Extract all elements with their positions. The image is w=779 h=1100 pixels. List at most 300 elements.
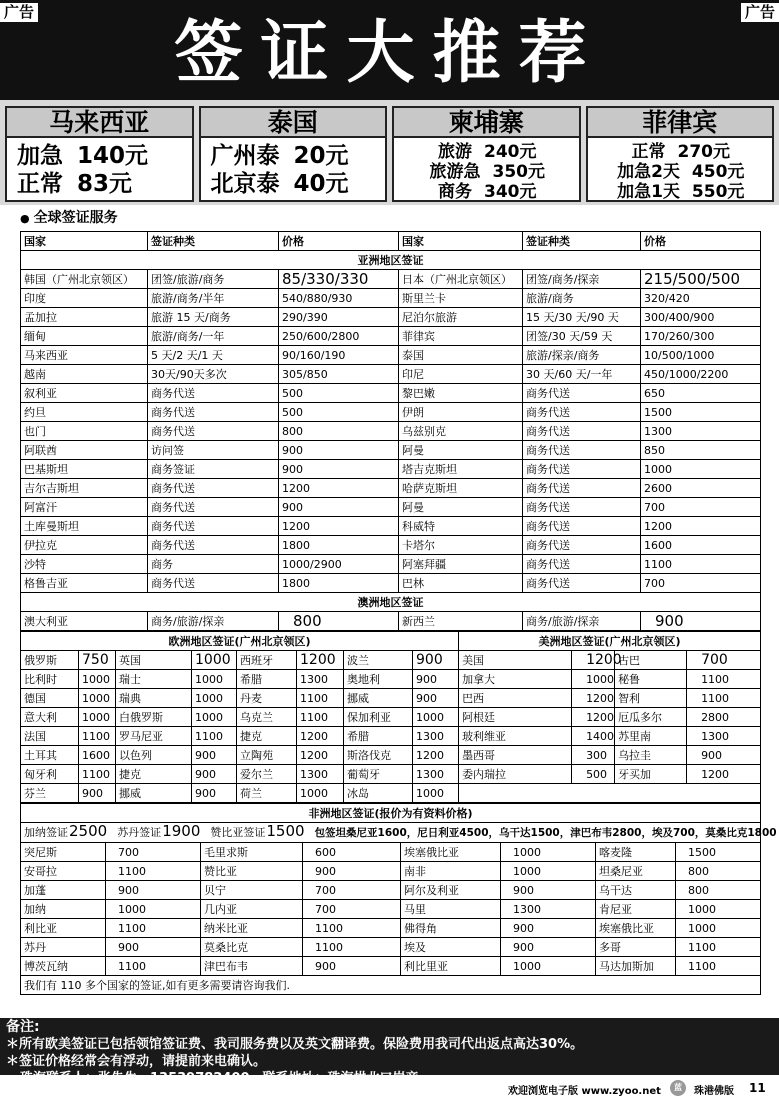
column-header: 国家 — [21, 232, 148, 251]
highlight-b-price: 1900 — [162, 822, 201, 840]
table-cell: 900 — [279, 460, 399, 479]
table-cell: 阿塞拜疆 — [399, 555, 523, 574]
table-cell: 商务代送 — [523, 479, 641, 498]
highlight-b-label: 苏丹签证 — [117, 826, 162, 839]
table-cell: 访问签 — [148, 441, 279, 460]
notes-heading: 备注: — [6, 1019, 40, 1035]
table-cell: 900 — [106, 938, 201, 957]
promo-price: 40元 — [293, 171, 349, 197]
table-cell: 900 — [79, 784, 116, 803]
table-cell: 1200 — [572, 651, 615, 670]
promo-price: 140元 — [77, 143, 149, 169]
table-row — [21, 441, 761, 460]
column-header: 价格 — [279, 232, 399, 251]
table-cell: 苏里南 — [615, 727, 687, 746]
table-cell: 爱尔兰 — [237, 765, 297, 784]
table-cell: 1300 — [641, 422, 761, 441]
table-cell: 1000 — [192, 708, 237, 727]
page-footer — [0, 1078, 779, 1100]
table-cell: 900 — [279, 498, 399, 517]
table-cell: 30 天/60 天/一年 — [523, 365, 641, 384]
promo-type: 旅游 — [438, 142, 472, 162]
table-cell: 坦桑尼亚 — [596, 862, 676, 881]
table-cell: 700 — [687, 651, 761, 670]
table-cell: 1200 — [279, 479, 399, 498]
table-cell: 1100 — [641, 555, 761, 574]
table-cell: 越南 — [21, 365, 148, 384]
table-cell: 305/850 — [279, 365, 399, 384]
page-number: 11 — [749, 1081, 766, 1095]
asia-table — [20, 231, 761, 631]
table-cell: 几内亚 — [201, 900, 303, 919]
table-cell: 商务代送 — [523, 460, 641, 479]
section-row — [21, 593, 761, 612]
table-cell: 阿尔及利亚 — [401, 881, 501, 900]
table-cell: 商务签证 — [148, 460, 279, 479]
table-cell: 500 — [572, 765, 615, 784]
region-title: 美洲地区签证(广州北京领区) — [459, 632, 761, 651]
table-cell: 也门 — [21, 422, 148, 441]
section-title: 全球签证服务 — [33, 210, 118, 226]
table-cell: 1500 — [641, 403, 761, 422]
table-cell: 旅游/探亲/商务 — [523, 346, 641, 365]
table-cell: 2600 — [641, 479, 761, 498]
promo-type: 加急1天 — [617, 182, 680, 202]
table-cell: 1100 — [676, 957, 761, 976]
table-cell: 旅游/商务/一年 — [148, 327, 279, 346]
table-cell: 乌兹别克 — [399, 422, 523, 441]
table-cell: 1200 — [297, 727, 344, 746]
table-row — [21, 270, 761, 289]
table-cell: 尼泊尔旅游 — [399, 308, 523, 327]
table-cell: 立陶苑 — [237, 746, 297, 765]
table-cell: 1000 — [501, 862, 596, 881]
footnote-row — [21, 976, 761, 995]
table-cell: 西班牙 — [237, 651, 297, 670]
table-cell: 意大利 — [21, 708, 79, 727]
promo-type: 加急2天 — [617, 162, 680, 182]
region-title: 澳洲地区签证 — [21, 593, 761, 612]
table-cell: 85/330/330 — [279, 270, 399, 289]
table-cell: 1100 — [297, 689, 344, 708]
table-cell: 商务/旅游/探亲 — [523, 612, 641, 631]
promo-title: 马来西亚 — [7, 108, 192, 138]
table-cell: 团签/30 天/59 天 — [523, 327, 641, 346]
table-cell: 团签/商务/探亲 — [523, 270, 641, 289]
table-cell: 1000/2900 — [279, 555, 399, 574]
table-cell: 阿根廷 — [459, 708, 572, 727]
table-cell: 哈萨克斯坦 — [399, 479, 523, 498]
table-cell: 比利时 — [21, 670, 79, 689]
table-cell: 1300 — [297, 670, 344, 689]
table-row — [21, 862, 761, 881]
promo-price: 83元 — [77, 171, 133, 197]
table-cell: 30天/90天多次 — [148, 365, 279, 384]
table-row — [21, 957, 761, 976]
table-cell: 赞比亚 — [201, 862, 303, 881]
table-cell: 英国 — [116, 651, 192, 670]
visa-tables — [20, 231, 777, 995]
table-row — [21, 384, 761, 403]
table-cell: 商务代送 — [148, 517, 279, 536]
table-cell: 800 — [676, 862, 761, 881]
table-cell: 700 — [303, 900, 401, 919]
table-cell: 1000 — [106, 900, 201, 919]
table-cell: 750 — [79, 651, 116, 670]
table-cell: 900 — [192, 784, 237, 803]
table-row — [21, 327, 761, 346]
table-cell: 1200 — [297, 651, 344, 670]
table-cell: 挪威 — [116, 784, 192, 803]
table-cell: 1300 — [687, 727, 761, 746]
table-row — [21, 346, 761, 365]
table-cell: 1000 — [192, 670, 237, 689]
table-cell: 墨西哥 — [459, 746, 572, 765]
table-cell: 芬兰 — [21, 784, 79, 803]
table-row — [21, 536, 761, 555]
table-cell: 900 — [501, 919, 596, 938]
section-row — [21, 804, 761, 823]
table-cell: 900 — [641, 612, 761, 631]
table-cell: 1300 — [501, 900, 596, 919]
table-row — [21, 479, 761, 498]
table-cell: 葡萄牙 — [344, 765, 413, 784]
africa-table — [20, 803, 777, 995]
table-row — [21, 498, 761, 517]
promo-type: 北京泰 — [210, 171, 280, 197]
promo-title: 柬埔寨 — [394, 108, 579, 138]
promo-box-philippines — [586, 106, 775, 202]
table-row — [21, 574, 761, 593]
table-cell: 1100 — [106, 957, 201, 976]
table-cell: 俄罗斯 — [21, 651, 79, 670]
table-cell: 1800 — [279, 536, 399, 555]
table-cell: 1100 — [687, 689, 761, 708]
notes-panel — [0, 1018, 779, 1086]
region-title: 欧洲地区签证(广州北京领区) — [21, 632, 459, 651]
table-row — [21, 612, 761, 631]
table-cell: 1300 — [297, 765, 344, 784]
footer-website: 欢迎浏览电子版 www.zyoo.net — [508, 1086, 661, 1097]
column-header: 签证种类 — [148, 232, 279, 251]
table-cell: 泰国 — [399, 346, 523, 365]
column-header: 国家 — [399, 232, 523, 251]
table-cell: 1100 — [106, 919, 201, 938]
region-title: 非洲地区签证(报价为有资料价格) — [21, 804, 761, 823]
table-cell: 罗马尼亚 — [116, 727, 192, 746]
table-cell: 450/1000/2200 — [641, 365, 761, 384]
table-cell: 1000 — [641, 460, 761, 479]
table-cell: 商务代送 — [148, 574, 279, 593]
table-cell: 商务 — [148, 555, 279, 574]
table-cell: 印度 — [21, 289, 148, 308]
table-row — [21, 365, 761, 384]
promo-price: 550元 — [691, 182, 745, 202]
table-cell: 菲律宾 — [399, 327, 523, 346]
table-row — [21, 784, 761, 803]
table-cell: 1000 — [79, 670, 116, 689]
table-row — [21, 422, 761, 441]
table-cell: 900 — [413, 670, 459, 689]
table-cell: 商务代送 — [148, 403, 279, 422]
table-cell: 沙特 — [21, 555, 148, 574]
header-banner — [0, 0, 779, 100]
table-cell: 奥地利 — [344, 670, 413, 689]
promo-strip — [0, 100, 779, 205]
table-cell: 巴西 — [459, 689, 572, 708]
table-cell: 900 — [192, 746, 237, 765]
table-row — [21, 843, 761, 862]
table-cell: 保加利亚 — [344, 708, 413, 727]
promo-price: 270元 — [677, 142, 730, 162]
table-cell: 800 — [676, 881, 761, 900]
table-cell: 阿富汗 — [21, 498, 148, 517]
table-cell: 马达加斯加 — [596, 957, 676, 976]
table-cell: 商务代送 — [148, 498, 279, 517]
column-header: 签证种类 — [523, 232, 641, 251]
table-cell: 1000 — [79, 689, 116, 708]
table-cell: 800 — [279, 422, 399, 441]
table-cell: 土库曼斯坦 — [21, 517, 148, 536]
table-footnote: 我们有 110 多个国家的签证,如有更多需要请咨询我们. — [21, 976, 761, 995]
footer-edition: 珠港佛版 — [694, 1086, 734, 1097]
table-cell: 德国 — [21, 689, 79, 708]
table-cell: 新西兰 — [399, 612, 523, 631]
table-cell: 1300 — [413, 727, 459, 746]
table-cell: 捷克 — [116, 765, 192, 784]
table-row — [21, 765, 761, 784]
table-cell: 埃塞俄比亚 — [401, 843, 501, 862]
empty-cell — [459, 784, 761, 803]
table-cell: 2800 — [687, 708, 761, 727]
table-cell: 秘鲁 — [615, 670, 687, 689]
table-cell: 1600 — [79, 746, 116, 765]
table-row — [21, 555, 761, 574]
table-cell: 津巴布韦 — [201, 957, 303, 976]
table-cell: 商务代送 — [148, 384, 279, 403]
table-cell: 格鲁吉亚 — [21, 574, 148, 593]
table-cell: 安哥拉 — [21, 862, 106, 881]
table-row — [21, 670, 761, 689]
promo-type: 广州泰 — [210, 143, 280, 169]
table-cell: 希腊 — [237, 670, 297, 689]
table-cell: 1000 — [501, 843, 596, 862]
column-header: 价格 — [641, 232, 761, 251]
table-cell: 白俄罗斯 — [116, 708, 192, 727]
table-cell: 1200 — [297, 746, 344, 765]
table-cell: 智利 — [615, 689, 687, 708]
table-cell: 叙利亚 — [21, 384, 148, 403]
section-row — [21, 632, 761, 651]
promo-type: 正常 — [631, 142, 666, 162]
table-cell: 1200 — [279, 517, 399, 536]
table-cell: 阿曼 — [399, 498, 523, 517]
table-cell: 委内瑞拉 — [459, 765, 572, 784]
table-cell: 印尼 — [399, 365, 523, 384]
table-cell: 南非 — [401, 862, 501, 881]
table-cell: 瑞典 — [116, 689, 192, 708]
promo-box-cambodia — [392, 106, 581, 202]
promo-price: 350元 — [492, 162, 545, 182]
table-cell: 215/500/500 — [641, 270, 761, 289]
table-cell: 加拿大 — [459, 670, 572, 689]
table-cell: 1800 — [279, 574, 399, 593]
table-cell: 土耳其 — [21, 746, 79, 765]
table-row — [21, 460, 761, 479]
ad-label-left: 广告 — [0, 3, 38, 22]
table-cell: 700 — [641, 498, 761, 517]
table-cell: 商务代送 — [523, 536, 641, 555]
table-cell: 巴基斯坦 — [21, 460, 148, 479]
table-cell: 1000 — [413, 784, 459, 803]
promo-type: 旅游急 — [429, 162, 481, 182]
table-cell: 1600 — [641, 536, 761, 555]
note-line: ＊签证价格经常会有浮动，请提前来电确认。 — [6, 1054, 267, 1069]
table-cell: 日本（广州北京领区） — [399, 270, 523, 289]
table-row — [21, 708, 761, 727]
table-cell: 卡塔尔 — [399, 536, 523, 555]
table-row — [21, 289, 761, 308]
table-cell: 塔吉克斯坦 — [399, 460, 523, 479]
table-cell: 900 — [687, 746, 761, 765]
table-row — [21, 881, 761, 900]
table-cell: 喀麦隆 — [596, 843, 676, 862]
promo-box-thailand — [199, 106, 388, 202]
table-cell: 古巴 — [615, 651, 687, 670]
table-cell: 10/500/1000 — [641, 346, 761, 365]
promo-type: 加急 — [17, 143, 63, 169]
table-cell: 1200 — [572, 708, 615, 727]
promo-title: 菲律宾 — [588, 108, 773, 138]
table-cell: 乌干达 — [596, 881, 676, 900]
table-cell: 1200 — [641, 517, 761, 536]
table-cell: 900 — [501, 938, 596, 957]
table-cell: 300 — [572, 746, 615, 765]
table-cell: 马来西亚 — [21, 346, 148, 365]
table-cell: 1100 — [303, 938, 401, 957]
table-cell: 商务代送 — [148, 479, 279, 498]
table-row — [21, 919, 761, 938]
ad-label-right: 广告 — [741, 3, 779, 22]
table-cell: 商务代送 — [523, 555, 641, 574]
table-cell: 1500 — [676, 843, 761, 862]
promo-type: 商务 — [438, 182, 472, 202]
table-cell: 700 — [641, 574, 761, 593]
highlight-c-price: 1500 — [266, 822, 305, 840]
table-cell: 1000 — [297, 784, 344, 803]
table-cell: 商务代送 — [523, 422, 641, 441]
table-cell: 埃及 — [401, 938, 501, 957]
table-cell: 1000 — [413, 708, 459, 727]
table-cell: 贝宁 — [201, 881, 303, 900]
table-cell: 商务代送 — [523, 574, 641, 593]
table-cell: 商务代送 — [523, 498, 641, 517]
table-cell: 1200 — [413, 746, 459, 765]
table-row — [21, 727, 761, 746]
table-cell: 700 — [303, 881, 401, 900]
table-cell: 540/880/930 — [279, 289, 399, 308]
promo-price: 340元 — [484, 182, 537, 202]
table-cell: 1400 — [572, 727, 615, 746]
table-cell: 吉尔吉斯坦 — [21, 479, 148, 498]
table-cell: 900 — [279, 441, 399, 460]
table-cell: 波兰 — [344, 651, 413, 670]
table-cell: 科威特 — [399, 517, 523, 536]
section-heading — [20, 209, 118, 227]
table-cell: 美国 — [459, 651, 572, 670]
table-cell: 乌拉圭 — [615, 746, 687, 765]
table-cell: 旅游 15 天/商务 — [148, 308, 279, 327]
table-cell: 商务/旅游/探亲 — [148, 612, 279, 631]
table-cell: 900 — [413, 689, 459, 708]
table-cell: 加纳 — [21, 900, 106, 919]
table-row — [21, 900, 761, 919]
table-cell: 埃塞俄比亚 — [596, 919, 676, 938]
table-cell: 90/160/190 — [279, 346, 399, 365]
table-cell: 250/600/2800 — [279, 327, 399, 346]
table-cell: 伊朗 — [399, 403, 523, 422]
highlight-note: 包签坦桑尼亚1600，尼日利亚4500，乌干达1500，津巴布韦2800，埃及700，莫桑比克1800 — [314, 827, 777, 839]
note-line: ＊所有欧美签证已包括领馆签证费、我司服务费以及英文翻译费。保险费用我司代出返点高达30%。 — [6, 1037, 584, 1052]
region-title: 亚洲地区签证 — [21, 251, 761, 270]
table-cell: 以色列 — [116, 746, 192, 765]
table-cell: 澳大利亚 — [21, 612, 148, 631]
table-cell: 1100 — [192, 727, 237, 746]
table-cell: 黎巴嫩 — [399, 384, 523, 403]
table-cell: 170/260/300 — [641, 327, 761, 346]
table-cell: 挪威 — [344, 689, 413, 708]
table-cell: 莫桑比克 — [201, 938, 303, 957]
table-cell: 希腊 — [344, 727, 413, 746]
table-row — [21, 308, 761, 327]
table-cell: 850 — [641, 441, 761, 460]
promo-price: 450元 — [691, 162, 745, 182]
table-cell: 斯里兰卡 — [399, 289, 523, 308]
table-cell: 斯洛伐克 — [344, 746, 413, 765]
promo-price: 20元 — [293, 143, 349, 169]
table-cell: 韩国（广州北京领区） — [21, 270, 148, 289]
table-cell: 丹麦 — [237, 689, 297, 708]
table-cell: 1100 — [676, 938, 761, 957]
page-title: 签证大推荐 — [174, 14, 605, 93]
table-cell: 320/420 — [641, 289, 761, 308]
table-cell: 肯尼亚 — [596, 900, 676, 919]
table-cell: 商务代送 — [523, 403, 641, 422]
table-cell: 1000 — [676, 900, 761, 919]
table-cell: 1000 — [676, 919, 761, 938]
table-cell: 商务代送 — [148, 536, 279, 555]
table-cell: 1000 — [192, 689, 237, 708]
table-cell: 1200 — [687, 765, 761, 784]
highlight-c-label: 赞比亚签证 — [210, 826, 266, 839]
table-cell: 约旦 — [21, 403, 148, 422]
europe-america-table — [20, 631, 761, 803]
table-row — [21, 403, 761, 422]
table-cell: 1100 — [303, 919, 401, 938]
table-cell: 利比里亚 — [401, 957, 501, 976]
table-cell: 利比亚 — [21, 919, 106, 938]
table-cell: 商务代送 — [523, 384, 641, 403]
table-cell: 冰岛 — [344, 784, 413, 803]
table-cell: 突尼斯 — [21, 843, 106, 862]
table-cell: 1100 — [297, 708, 344, 727]
table-cell: 1000 — [501, 957, 596, 976]
table-cell: 1200 — [572, 689, 615, 708]
table-cell: 匈牙利 — [21, 765, 79, 784]
table-cell: 300/400/900 — [641, 308, 761, 327]
contact-line: 珠海联系人：张先生，13539782400，联系地址：珠海拱北口岸旁 — [20, 1071, 419, 1086]
table-cell: 1300 — [413, 765, 459, 784]
